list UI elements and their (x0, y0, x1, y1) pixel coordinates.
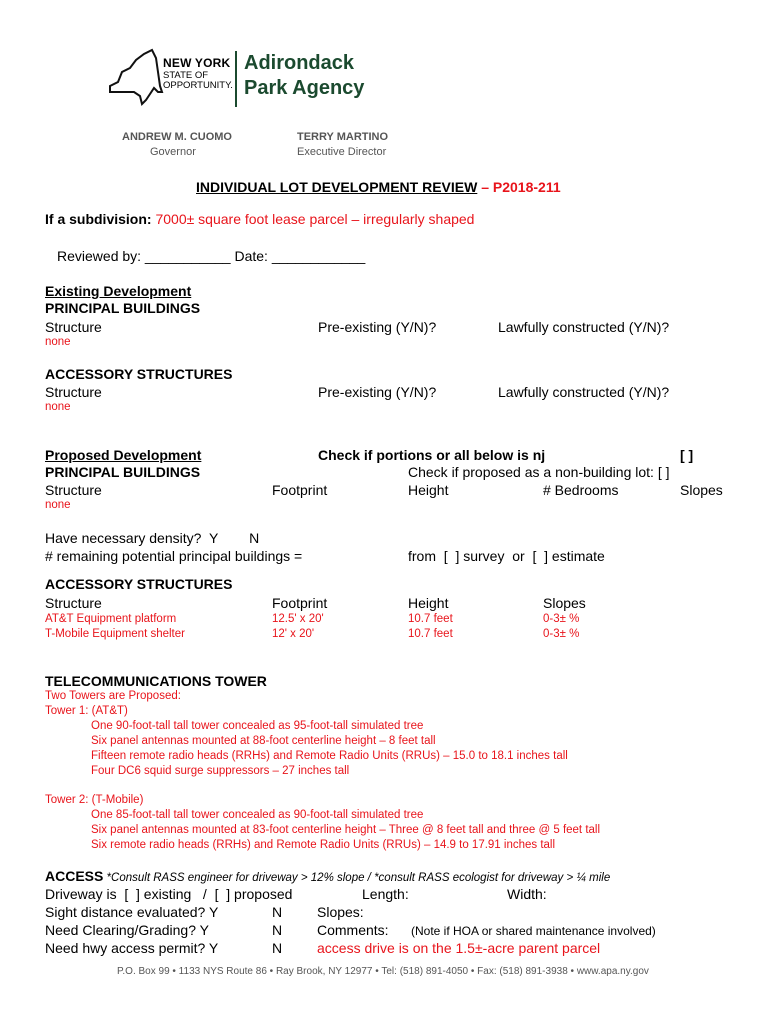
director-title: Executive Director (297, 146, 387, 158)
clearing-grading: Need Clearing/Grading? Y (45, 922, 209, 938)
existing-accessory-col-structure: Structure (45, 384, 102, 400)
access-note: *Consult RASS engineer for driveway > 12% slope / *consult RASS ecologist for driveway > ¼ mile (103, 872, 611, 884)
telecom-heading: TELECOMMUNICATIONS TOWER (45, 673, 267, 689)
proposed-principal-col-footprint: Footprint (272, 482, 328, 498)
existing-principal-heading: PRINCIPAL BUILDINGS (45, 300, 201, 316)
comments-label: Comments: (317, 922, 389, 938)
logo-divider (235, 51, 237, 107)
agency-name-line1: Adirondack (244, 52, 355, 74)
proposed-principal-col-slopes: Slopes (680, 482, 723, 498)
state-name: NEW YORK (163, 56, 231, 70)
title-dash: – (477, 179, 493, 195)
check-nonbuilding[interactable]: Check if proposed as a non-building lot: [ ] (408, 464, 670, 480)
existing-principal-col-structure: Structure (45, 319, 102, 335)
accessory-row-1-structure: AT&T Equipment platform (45, 613, 177, 625)
tower1-line: One 90-foot-tall tall tower concealed as 95-foot-tall simulated tree (91, 720, 424, 732)
existing-principal-value: none (45, 336, 71, 348)
accessory-row-2-slopes: 0-3± % (543, 628, 580, 640)
remaining-buildings: # remaining potential principal buildings = (45, 548, 303, 564)
proposed-principal-heading: PRINCIPAL BUILDINGS (45, 464, 201, 480)
proposed-principal-col-structure: Structure (45, 482, 102, 498)
state-tagline-1: STATE OF (163, 70, 209, 81)
existing-accessory-col-preexisting: Pre-existing (Y/N)? (318, 384, 437, 400)
tower2-label: Tower 2: (T-Mobile) (45, 794, 144, 806)
footer-address: P.O. Box 99 • 1133 NYS Route 86 • Ray Brook, NY 12977 • Tel: (518) 891-4050 • Fax: (518) 891-3938 • www.apa.ny.gov (117, 966, 649, 977)
new-york-state-outline-icon (108, 48, 168, 106)
access-heading-line (45, 868, 610, 886)
check-nj-label: Check if portions or all below is nj (318, 447, 546, 463)
proposed-principal-col-bedrooms: # Bedrooms (543, 482, 619, 498)
proposed-accessory-col-slopes: Slopes (543, 595, 586, 611)
tower2-line: One 85-foot-tall tall tower concealed as 90-foot-tall simulated tree (91, 809, 424, 821)
proposed-accessory-heading: ACCESSORY STRUCTURES (45, 576, 233, 592)
accessory-row-1-height: 10.7 feet (408, 613, 453, 625)
tower1-line: Fifteen remote radio heads (RRHs) and Remote Radio Units (RRUs) – 15.0 to 18.1 inches tall (91, 750, 568, 762)
comments-note: (Note if HOA or shared maintenance involved) (411, 924, 656, 938)
subdivision-value: 7000± square foot lease parcel – irregularly shaped (155, 211, 475, 227)
clearing-grading-n: N (272, 922, 283, 938)
project-id: P2018-211 (492, 179, 561, 195)
tower1-line: Six panel antennas mounted at 88-foot centerline height – 8 feet tall (91, 735, 436, 747)
sight-distance: Sight distance evaluated? Y (45, 904, 219, 920)
page-title (196, 179, 561, 195)
tower1-line: Four DC6 squid surge suppressors – 27 inches tall (91, 765, 350, 777)
accessory-row-1-slopes: 0-3± % (543, 613, 580, 625)
tower2-line: Six panel antennas mounted at 83-foot centerline height – Three @ 8 feet tall and three @ 5 feet tall (91, 824, 601, 836)
existing-accessory-col-lawful: Lawfully constructed (Y/N)? (498, 384, 670, 400)
director-name: TERRY MARTINO (297, 131, 389, 143)
existing-accessory-heading: ACCESSORY STRUCTURES (45, 366, 233, 382)
slopes-label: Slopes: (317, 904, 364, 920)
driveway-width: Width: (507, 886, 547, 902)
driveway-length: Length: (362, 886, 409, 902)
tower1-label: Tower 1: (AT&T) (45, 705, 128, 717)
proposed-accessory-col-height: Height (408, 595, 449, 611)
hwy-access-note: access drive is on the 1.5±-acre parent parcel (317, 940, 601, 956)
state-tagline-2: OPPORTUNITY. (163, 80, 233, 91)
agency-name-line2: Park Agency (244, 77, 365, 99)
hwy-access-permit: Need hwy access permit? Y (45, 940, 219, 956)
density-question: Have necessary density? Y N (45, 530, 260, 546)
check-nj-box[interactable]: [ ] (680, 447, 694, 463)
proposed-accessory-col-structure: Structure (45, 595, 102, 611)
accessory-row-2-footprint: 12' x 20' (272, 628, 315, 640)
driveway-status: Driveway is [ ] existing / [ ] proposed (45, 886, 293, 902)
proposed-principal-col-height: Height (408, 482, 449, 498)
existing-accessory-value: none (45, 401, 71, 413)
existing-principal-col-lawful: Lawfully constructed (Y/N)? (498, 319, 670, 335)
hwy-access-permit-n: N (272, 940, 283, 956)
accessory-row-1-footprint: 12.5' x 20' (272, 613, 324, 625)
survey-estimate: from [ ] survey or [ ] estimate (408, 548, 605, 564)
subdivision-line (45, 211, 474, 227)
title-main: INDIVIDUAL LOT DEVELOPMENT REVIEW (196, 179, 478, 195)
reviewed-line: Reviewed by: ___________ Date: ____________ (57, 248, 366, 264)
tower2-line: Six remote radio heads (RRHs) and Remote Radio Units (RRUs) – 14.9 to 17.91 inches tall (91, 839, 556, 851)
telecom-intro: Two Towers are Proposed: (45, 690, 181, 702)
nys-logo (108, 48, 368, 110)
accessory-row-2-structure: T-Mobile Equipment shelter (45, 628, 185, 640)
governor-title: Governor (150, 146, 196, 158)
proposed-principal-value: none (45, 499, 71, 511)
proposed-accessory-col-footprint: Footprint (272, 595, 328, 611)
access-heading: ACCESS (45, 868, 104, 884)
sight-distance-n: N (272, 904, 283, 920)
governor-name: ANDREW M. CUOMO (122, 131, 232, 143)
existing-heading: Existing Development (45, 283, 192, 299)
subdivision-label: If a subdivision: (45, 211, 156, 227)
proposed-heading: Proposed Development (45, 447, 202, 463)
accessory-row-2-height: 10.7 feet (408, 628, 453, 640)
existing-principal-col-preexisting: Pre-existing (Y/N)? (318, 319, 437, 335)
